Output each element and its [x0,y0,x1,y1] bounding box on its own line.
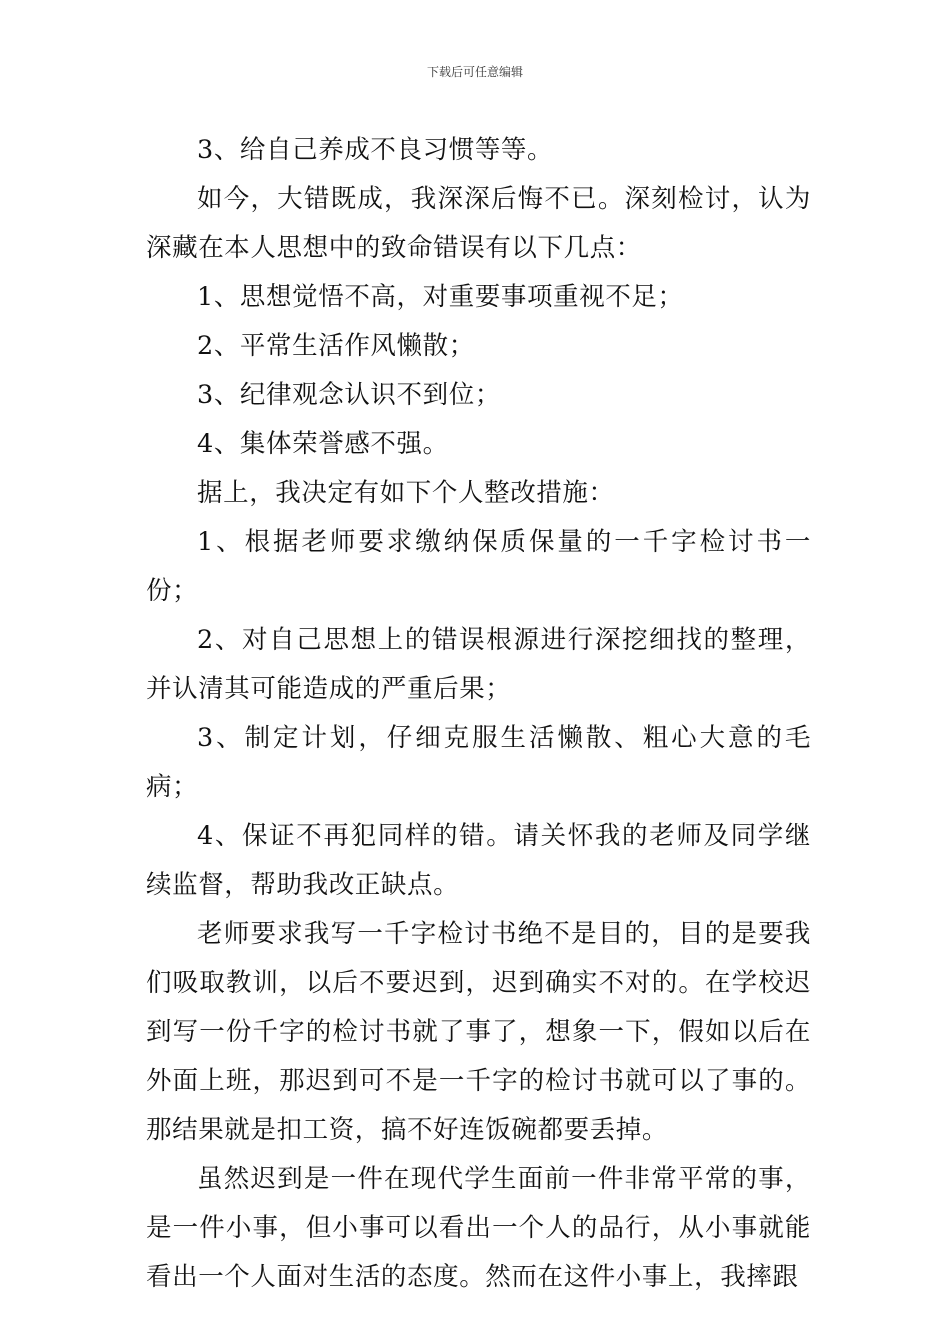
page-header: 下载后可任意编辑 [426,65,523,79]
paragraph-12: 老师要求我写一千字检讨书绝不是目的，目的是要我们吸取教训，以后不要迟到，迟到确实不对的。在学校迟到写一份千字的检讨书就了事了，想象一下，假如以后在外面上班，那迟到可不是一千字的检讨书就可以了事的。那结果就是扣工资，搞不好连饭碗都要丢掉。 [146,919,811,1145]
document-body [146,126,811,1302]
paragraph-9: 2、对自己思想上的错误根源进行深挖细找的整理，并认清其可能造成的严重后果； [146,625,811,704]
paragraph-3: 1、思想觉悟不高，对重要事项重视不足； [197,282,684,312]
paragraph-10: 3、制定计划，仔细克服生活懒散、粗心大意的毛病； [146,723,811,802]
paragraph-6: 4、集体荣誉感不强。 [197,429,449,459]
paragraph-7: 据上，我决定有如下个人整改措施： [197,478,615,508]
paragraph-4: 2、平常生活作风懒散； [197,331,475,361]
paragraph-8: 1、根据老师要求缴纳保质保量的一千字检讨书一份； [146,527,811,606]
paragraph-13: 虽然迟到是一件在现代学生面前一件非常平常的事，是一件小事，但小事可以看出一个人的品行，从小事就能看出一个人面对生活的态度。然而在这件小事上，我摔跟 [146,1164,811,1292]
paragraph-11: 4、保证不再犯同样的错。请关怀我的老师及同学继续监督，帮助我改正缺点。 [146,821,811,900]
paragraph-1: 3、给自己养成不良习惯等等。 [197,135,554,165]
paragraph-2: 如今，大错既成，我深深后悔不已。深刻检讨，认为深藏在本人思想中的致命错误有以下几点： [146,184,811,263]
paragraph-5: 3、纪律观念认识不到位； [197,380,501,410]
